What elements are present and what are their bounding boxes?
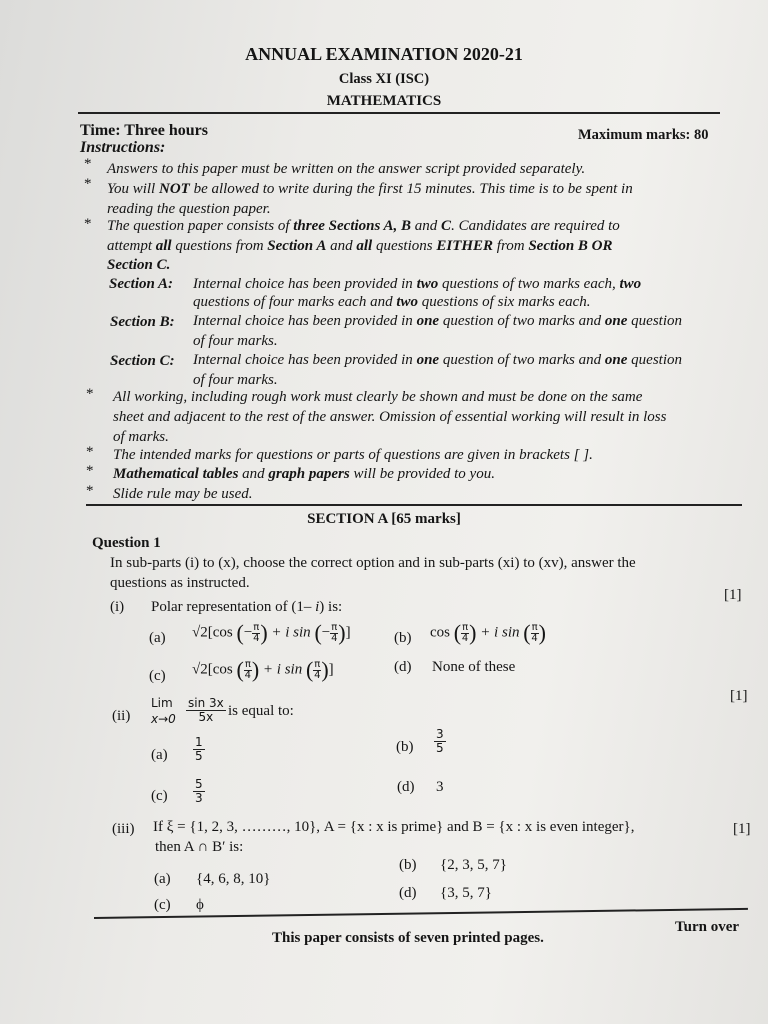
option-label: (a) xyxy=(149,630,166,646)
option-b-value: {2, 3, 5, 7} xyxy=(440,857,507,873)
instruction-line: Mathematical tables and graph papers will be provided to you. xyxy=(113,466,495,482)
instruction-line: Answers to this paper must be written on the answer script provided separately. xyxy=(107,161,586,177)
instruction-line: of four marks. xyxy=(193,333,278,349)
bullet: * xyxy=(86,483,94,499)
subquestion-text: If ξ = {1, 2, 3, ………, 10}, A = {x : x is prime} and B = {x : x is even integer}, xyxy=(153,819,635,835)
max-marks-label: Maximum marks: 80 xyxy=(578,127,709,143)
instruction-line: of marks. xyxy=(113,429,169,445)
option-label: (d) xyxy=(394,659,412,675)
option-label: (c) xyxy=(154,897,171,913)
subquestion-text: then A ∩ B′ is: xyxy=(155,839,244,855)
instruction-line: Internal choice has been provided in one question of two marks and one question xyxy=(193,313,682,329)
instruction-line: All working, including rough work must clearly be shown and must be done on the same xyxy=(113,389,643,405)
header-rule xyxy=(78,112,720,114)
option-label: (c) xyxy=(149,668,166,684)
option-label: (b) xyxy=(394,630,412,646)
instruction-line: Internal choice has been provided in two questions of two marks each, two xyxy=(193,276,642,292)
option-label: (c) xyxy=(151,788,168,804)
instructions-rule xyxy=(86,504,742,506)
instructions-heading: Instructions: xyxy=(80,139,166,156)
class-label: Class XI (ISC) xyxy=(338,71,430,87)
option-d-value: 3 xyxy=(436,779,444,795)
option-label: (a) xyxy=(151,747,168,763)
option-a-value: {4, 6, 8, 10} xyxy=(196,871,271,887)
option-label: (a) xyxy=(154,871,171,887)
instruction-line: attempt all questions from Section A and all questions EITHER from Section B OR xyxy=(107,238,613,254)
instruction-line: Section C. xyxy=(107,257,171,273)
option-b-value: $\frac{3}{5}$ xyxy=(436,727,444,755)
subquestion-number: (i) xyxy=(110,599,125,615)
option-c-expression: √2[cos ( $\frac{\pi}{4}$ ) + i sin ( $\frac{\pi}{4}$ )] xyxy=(192,657,334,682)
limit-fraction: $\frac{\sin 3x}{5x}$ xyxy=(188,696,224,724)
time-label: Time: Three hours xyxy=(80,122,209,139)
instruction-line: The intended marks for questions or parts of questions are given in brackets [ ]. xyxy=(113,447,593,463)
instruction-line: You will NOT be allowed to write during the first 15 minutes. This time is to be spent in xyxy=(107,181,633,197)
question-intro: questions as instructed. xyxy=(110,575,250,591)
instruction-line: The question paper consists of three Sections A, B and C. Candidates are required to xyxy=(107,218,620,234)
bullet: * xyxy=(84,156,92,172)
section-a-heading: SECTION A [65 marks] xyxy=(307,511,461,527)
instruction-line: sheet and adjacent to the rest of the answer. Omission of essential working will result in loss xyxy=(113,409,667,425)
option-a-value: $\frac{1}{5}$ xyxy=(195,735,203,763)
pages-note: This paper consists of seven printed pages. xyxy=(272,930,544,946)
section-b-label: Section B: xyxy=(110,314,175,330)
instruction-line: reading the question paper. xyxy=(107,201,271,217)
marks-badge: [1] xyxy=(724,587,742,603)
subquestion-text: Polar representation of (1– i) is: xyxy=(151,599,343,615)
instruction-line: of four marks. xyxy=(193,372,278,388)
bullet: * xyxy=(84,176,92,192)
subject-title: MATHEMATICS xyxy=(326,93,442,109)
question-intro: In sub-parts (i) to (x), choose the correct option and in sub-parts (xi) to (xv), answer the xyxy=(110,555,636,571)
option-a-expression: √2[cos (− $\frac{\pi}{4}$ ) + i sin (− $\frac{\pi}{4}$ )] xyxy=(192,620,351,645)
bullet: * xyxy=(86,463,94,479)
bullet: * xyxy=(86,386,94,402)
marks-badge: [1] xyxy=(730,688,748,704)
option-label: (b) xyxy=(399,857,417,873)
bullet: * xyxy=(86,444,94,460)
instruction-line: questions of four marks each and two questions of six marks each. xyxy=(193,294,591,310)
question-label: Question 1 xyxy=(92,535,161,551)
footer-rule xyxy=(94,908,748,919)
option-c-value: ϕ xyxy=(196,897,204,913)
option-b-expression: cos ( $\frac{\pi}{4}$ ) + i sin ( $\frac{\pi}{4}$ ) xyxy=(430,620,546,645)
subquestion-number: (ii) xyxy=(112,708,131,724)
bullet: * xyxy=(84,216,92,232)
section-c-label: Section C: xyxy=(110,353,175,369)
option-c-value: $\frac{5}{3}$ xyxy=(195,777,203,805)
section-a-label: Section A: xyxy=(109,276,174,292)
option-d-text: None of these xyxy=(432,659,516,675)
marks-badge: [1] xyxy=(733,821,751,837)
turn-over-label: Turn over xyxy=(675,919,740,935)
option-d-value: {3, 5, 7} xyxy=(440,885,492,901)
exam-title: ANNUAL EXAMINATION 2020-21 xyxy=(245,44,523,64)
instruction-line: Internal choice has been provided in one question of two marks and one question xyxy=(193,352,682,368)
option-label: (d) xyxy=(399,885,417,901)
limit-operator: Lim x→0 xyxy=(151,696,176,727)
instruction-line: Slide rule may be used. xyxy=(113,486,253,502)
option-label: (d) xyxy=(397,779,415,795)
subquestion-text: is equal to: xyxy=(228,703,294,719)
option-label: (b) xyxy=(396,739,414,755)
subquestion-number: (iii) xyxy=(112,821,135,837)
